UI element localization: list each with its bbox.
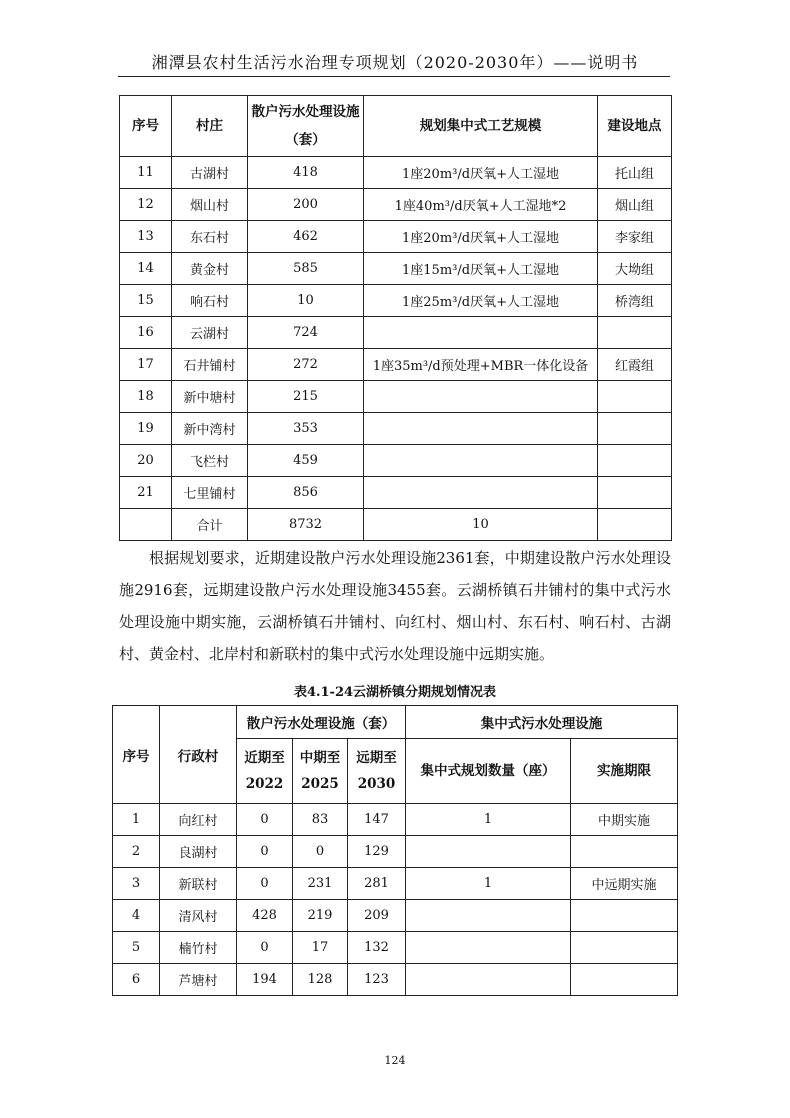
village-facility-table xyxy=(119,95,672,541)
table-row: 1 向红村 0 83 147 1 中期实施 xyxy=(113,804,678,836)
table-row: 14 黄金村 585 1座15m³/d厌氧+人工湿地 大坳组 xyxy=(120,253,672,285)
col-central-count: 集中式规划数量（座） xyxy=(406,739,571,804)
col-seq: 序号 xyxy=(113,706,160,804)
col-dispersed: 散户污水处理设施（套） xyxy=(248,96,364,157)
col-far-term: 远期至2030 xyxy=(348,739,406,804)
table-total-row: 合计 8732 10 xyxy=(120,509,672,541)
table-row: 15 响石村 10 1座25m³/d厌氧+人工湿地 桥湾组 xyxy=(120,285,672,317)
table-row: 18 新中塘村 215 xyxy=(120,381,672,413)
table-row: 13 东石村 462 1座20m³/d厌氧+人工湿地 李家组 xyxy=(120,221,672,253)
col-dispersed-group: 散户污水处理设施（套） xyxy=(237,706,406,739)
col-location: 建设地点 xyxy=(598,96,672,157)
table-row: 19 新中湾村 353 xyxy=(120,413,672,445)
table-caption: 表4.1-24云湖桥镇分期规划情况表 xyxy=(293,685,497,700)
table-row: 2 良湖村 0 0 129 xyxy=(113,836,678,868)
table-row: 16 云湖村 724 xyxy=(120,317,672,349)
body-paragraph: 根据规划要求，近期建设散户污水处理设施2361套，中期建设散户污水处理设施2916套，远期建设散户污水处理设施3455套。云湖桥镇石井铺村的集中式污水处理设施中期实施，云湖桥镇石井铺村、向红村、烟山村、东石村、响石村、古湖村、黄金村、北岸村和新联村的集中式污水处理设施中远期实施。 xyxy=(119,549,671,663)
table-row: 5 楠竹村 0 17 132 xyxy=(113,932,678,964)
col-period: 实施期限 xyxy=(571,739,678,804)
col-centralized-group: 集中式污水处理设施 xyxy=(406,706,678,739)
table-row: 17 石井铺村 272 1座35m³/d预处理+MBR一体化设备 红霞组 xyxy=(120,349,672,381)
col-centralized: 规划集中式工艺规模 xyxy=(364,96,598,157)
table-row: 3 新联村 0 231 281 1 中远期实施 xyxy=(113,868,678,900)
table-row: 12 烟山村 200 1座40m³/d厌氧+人工湿地*2 烟山组 xyxy=(120,189,672,221)
col-near-term: 近期至2022 xyxy=(237,739,293,804)
col-mid-term: 中期至2025 xyxy=(293,739,348,804)
page-header-title: 湘潭县农村生活污水治理专项规划（2020-2030年）——说明书 xyxy=(151,53,639,72)
col-village: 村庄 xyxy=(172,96,248,157)
page-number: 124 xyxy=(384,1054,406,1067)
table-row: 21 七里铺村 856 xyxy=(120,477,672,509)
table-row: 20 飞栏村 459 xyxy=(120,445,672,477)
col-seq: 序号 xyxy=(120,96,172,157)
table-row: 4 清风村 428 219 209 xyxy=(113,900,678,932)
phased-plan-table xyxy=(112,705,678,996)
header-rule xyxy=(118,76,670,77)
table-row: 11 古湖村 418 1座20m³/d厌氧+人工湿地 托山组 xyxy=(120,157,672,189)
col-village: 行政村 xyxy=(160,706,237,804)
table-row: 6 芦塘村 194 128 123 xyxy=(113,964,678,996)
